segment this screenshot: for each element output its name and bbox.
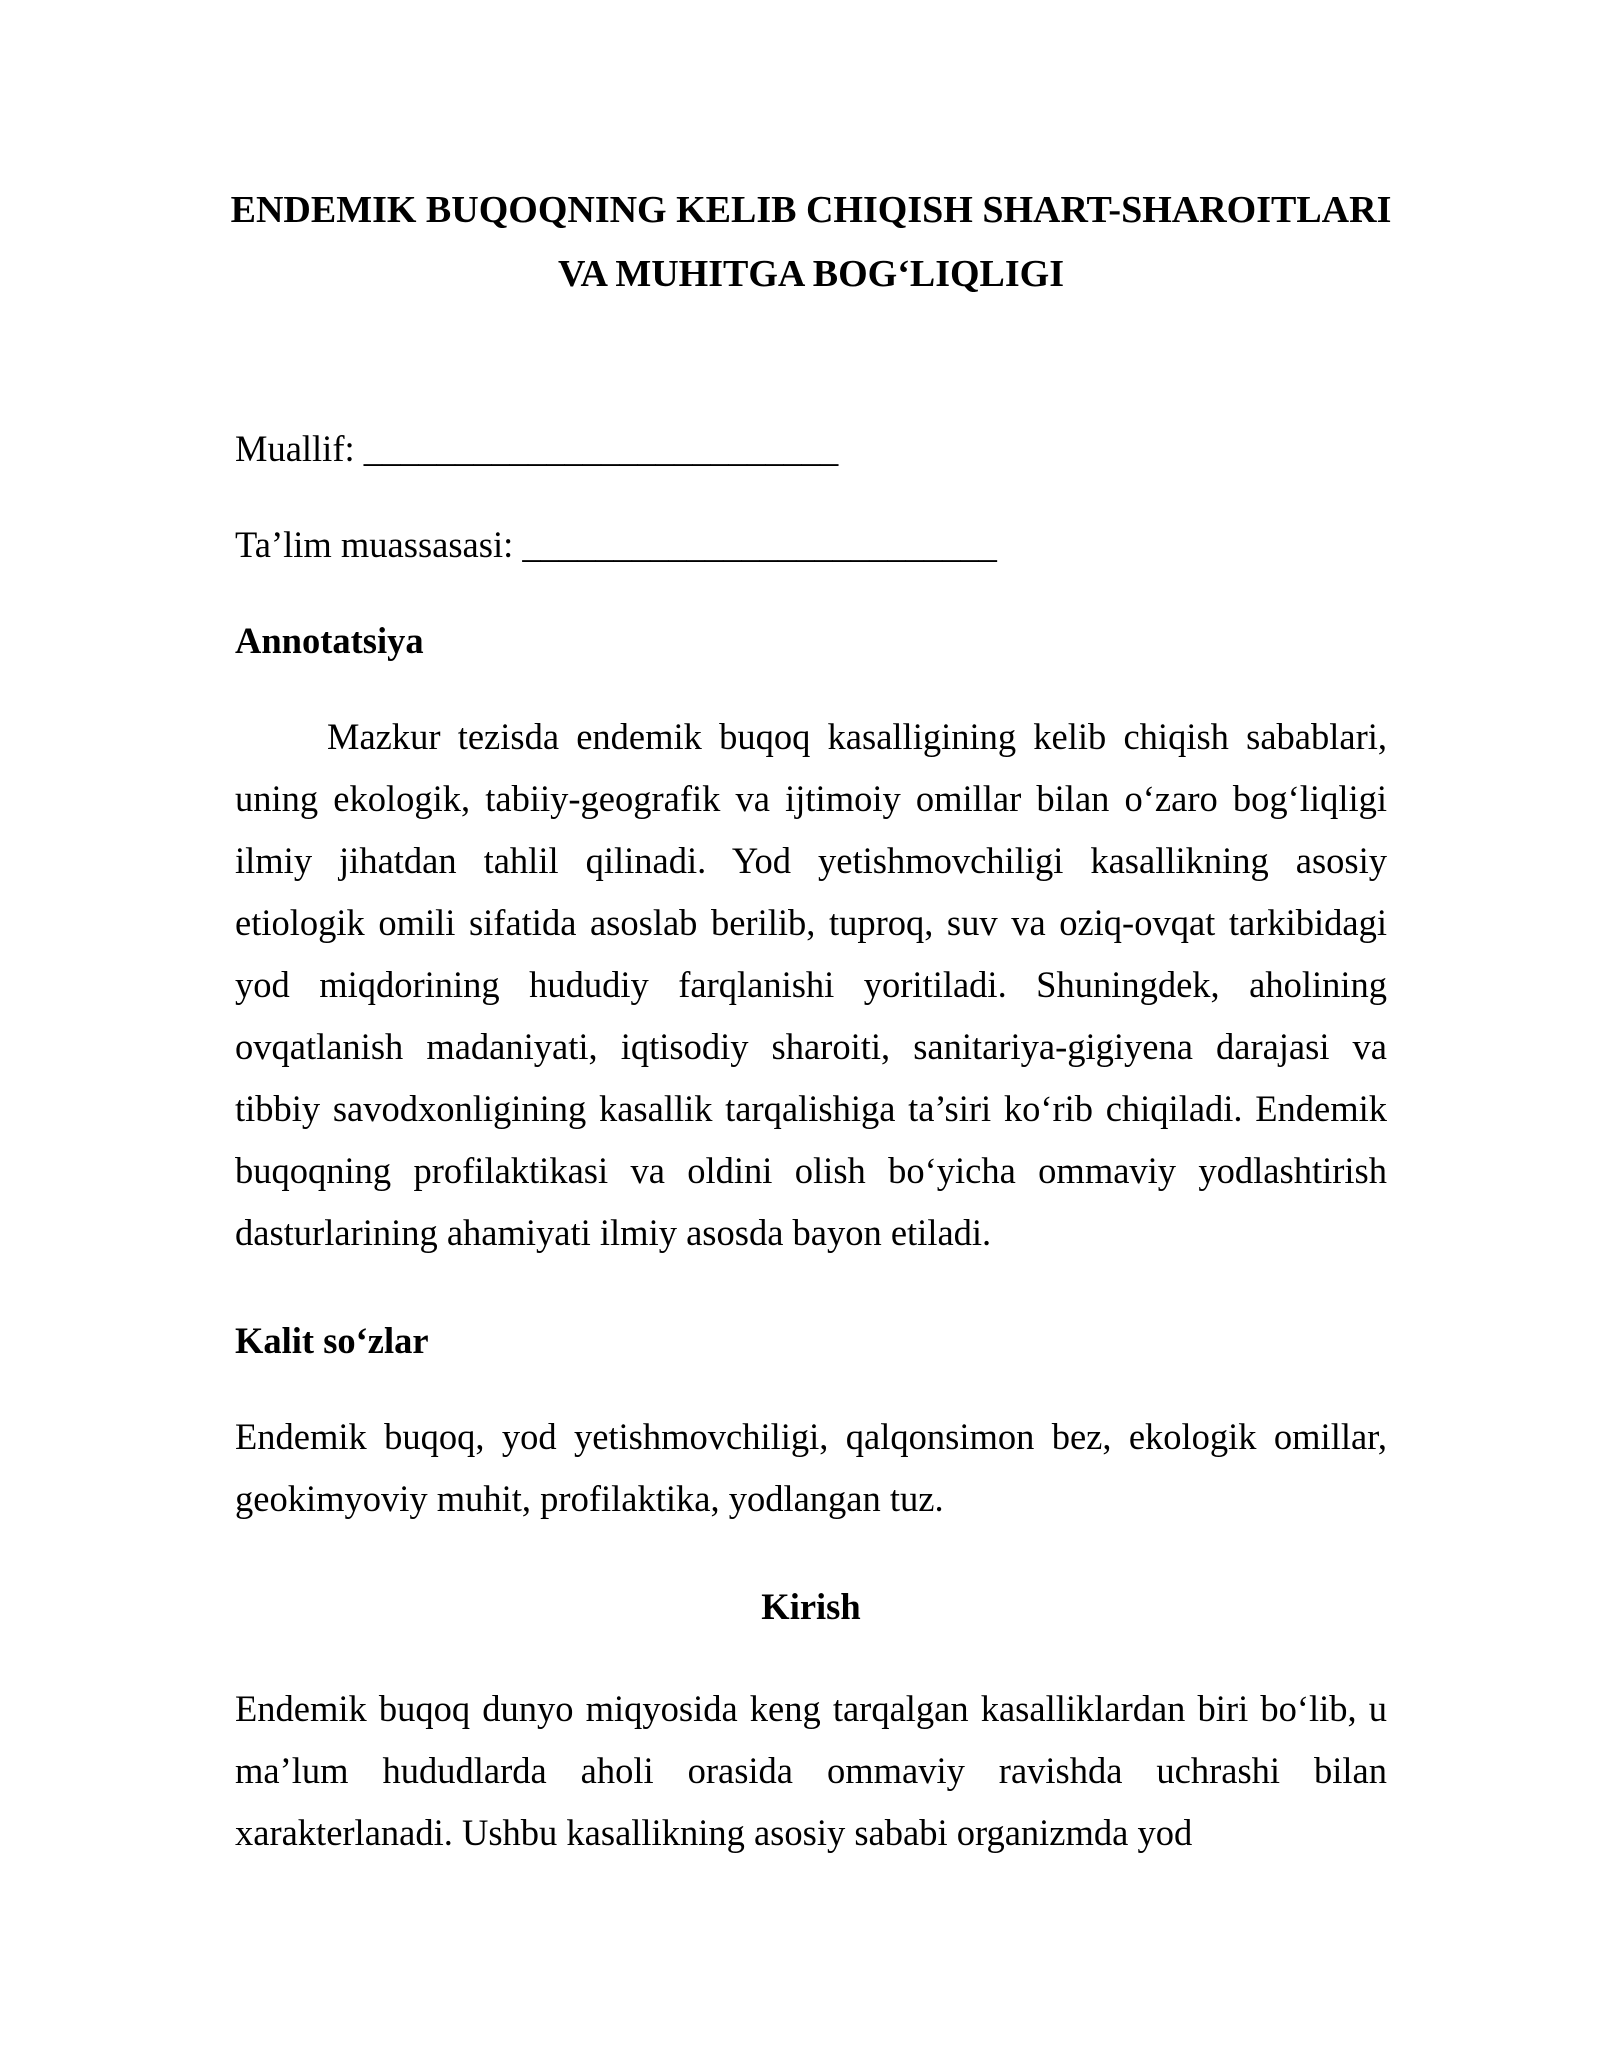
annotation-heading: Annotatsiya	[235, 620, 424, 661]
institution-line	[235, 514, 1387, 576]
annotation-paragraph	[235, 706, 1387, 1264]
keywords-heading: Kalit soʻzlar	[235, 1320, 429, 1361]
introduction-paragraph	[235, 1678, 1387, 1864]
author-label: Muallif:	[235, 428, 364, 469]
text-line: Mazkur tezisda endemik buqoq kasalligining kelib chiqish sabablari,	[327, 716, 1387, 757]
text-line: dasturlarining ahamiyati ilmiy asosda bayon etiladi.	[235, 1212, 992, 1253]
institution-blank-line[interactable]: __________________________	[522, 524, 997, 565]
text-line: ilmiy jihatdan tahlil qilinadi. Yod yetishmovchiligi kasallikning asosiy	[235, 840, 1387, 881]
institution-label: Ta’lim muassasasi:	[235, 524, 523, 565]
keywords-paragraph	[235, 1406, 1387, 1530]
text-line: geokimyoviy muhit, profilaktika, yodlangan tuz.	[235, 1478, 944, 1519]
text-line: Endemik buqoq dunyo miqyosida keng tarqalgan kasalliklardan biri boʻlib, u	[235, 1688, 1387, 1729]
text-line: tibbiy savodxonligining kasallik tarqalishiga ta’siri koʻrib chiqiladi. Endemik	[235, 1088, 1387, 1129]
introduction-heading: Kirish	[761, 1586, 861, 1627]
text-line: buqoqning profilaktikasi va oldini olish boʻyicha ommaviy yodlashtirish	[235, 1150, 1387, 1191]
author-blank-line[interactable]: __________________________	[363, 428, 839, 469]
text-line: uning ekologik, tabiiy-geografik va ijtimoiy omillar bilan oʻzaro bogʻliqligi	[235, 778, 1387, 819]
title-line: VA MUHITGA BOGʻLIQLIGI	[557, 253, 1065, 295]
document-title	[213, 178, 1409, 306]
text-line: Endemik buqoq, yod yetishmovchiligi, qalqonsimon bez, ekologik omillar,	[235, 1416, 1387, 1457]
text-line: xarakterlanadi. Ushbu kasallikning asosiy sababi organizmda yod	[235, 1812, 1193, 1853]
text-line: yod miqdorining hududiy farqlanishi yoritiladi. Shuningdek, aholining	[235, 964, 1387, 1005]
text-line: ovqatlanish madaniyati, iqtisodiy sharoiti, sanitariya-gigiyena darajasi va	[235, 1026, 1387, 1067]
text-line: etiologik omili sifatida asoslab berilib, tuproq, suv va oziq-ovqat tarkibidagi	[235, 902, 1387, 943]
text-line: ma’lum hududlarda aholi orasida ommaviy ravishda uchrashi bilan	[235, 1750, 1387, 1791]
title-line: ENDEMIK BUQOQNING KELIB CHIQISH SHART-SHAROITLARI	[230, 189, 1392, 231]
author-line	[235, 418, 1387, 480]
